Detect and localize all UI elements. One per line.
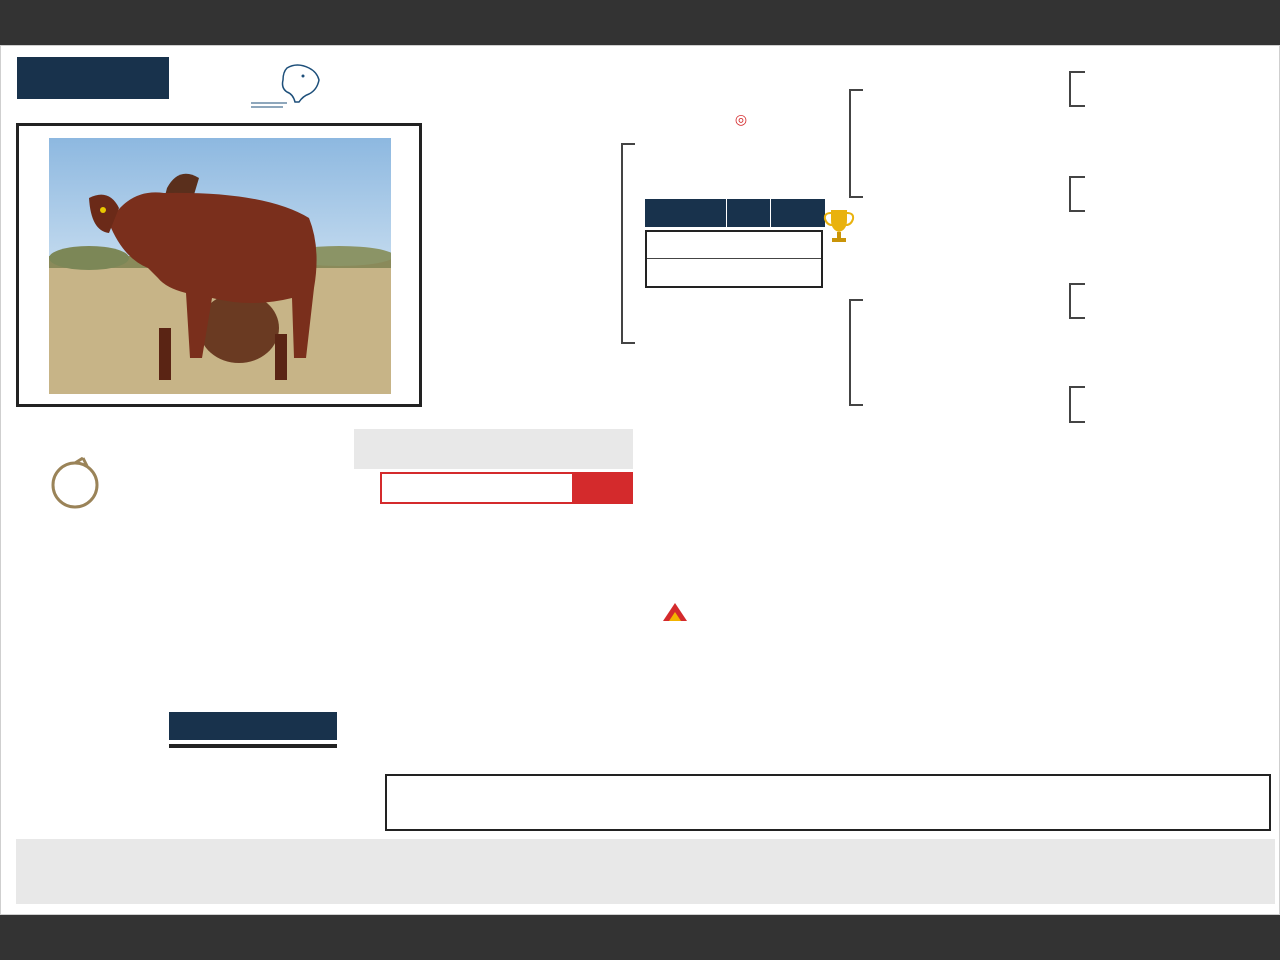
miostatien-table	[169, 744, 337, 748]
vaar-header	[727, 199, 771, 227]
animal-photo	[49, 138, 391, 394]
moer-header	[771, 199, 825, 227]
koeiwaarde-value	[572, 474, 631, 502]
target-icon: ◎	[734, 112, 748, 128]
pedigree-dam	[601, 314, 831, 320]
pedigree-dd	[851, 373, 1065, 377]
remarks	[16, 839, 1275, 904]
fmd-box	[354, 429, 633, 469]
pedigree-sd	[851, 162, 1065, 166]
pedigree-ss	[858, 57, 1058, 65]
dtrax-logo	[659, 481, 691, 641]
pedigree-g8	[1095, 409, 1265, 412]
genomies-label	[647, 259, 731, 286]
pedigree-ds	[858, 268, 1058, 274]
pedigree-g6	[1095, 303, 1265, 306]
lot-badge	[17, 57, 169, 99]
pedigree-sire	[641, 109, 841, 137]
trophy-icon	[823, 208, 855, 244]
elite-badge-icon	[49, 457, 113, 513]
pedigree-g2	[1095, 92, 1265, 95]
weights-table	[385, 774, 1271, 831]
dns-vaar-check-icon	[731, 232, 771, 258]
ouerskap-header	[645, 199, 727, 227]
dns-label	[647, 232, 731, 258]
animal-photo-frame	[16, 123, 422, 407]
tuli-logo	[247, 58, 325, 114]
miostatien-header	[169, 712, 337, 740]
koeiwaarde-row	[380, 472, 633, 504]
qr-code	[17, 714, 135, 832]
ouerskap-table	[645, 199, 825, 288]
lot-card	[0, 45, 1280, 915]
pedigree-g4	[1095, 198, 1265, 201]
dtrax-date	[705, 471, 725, 621]
